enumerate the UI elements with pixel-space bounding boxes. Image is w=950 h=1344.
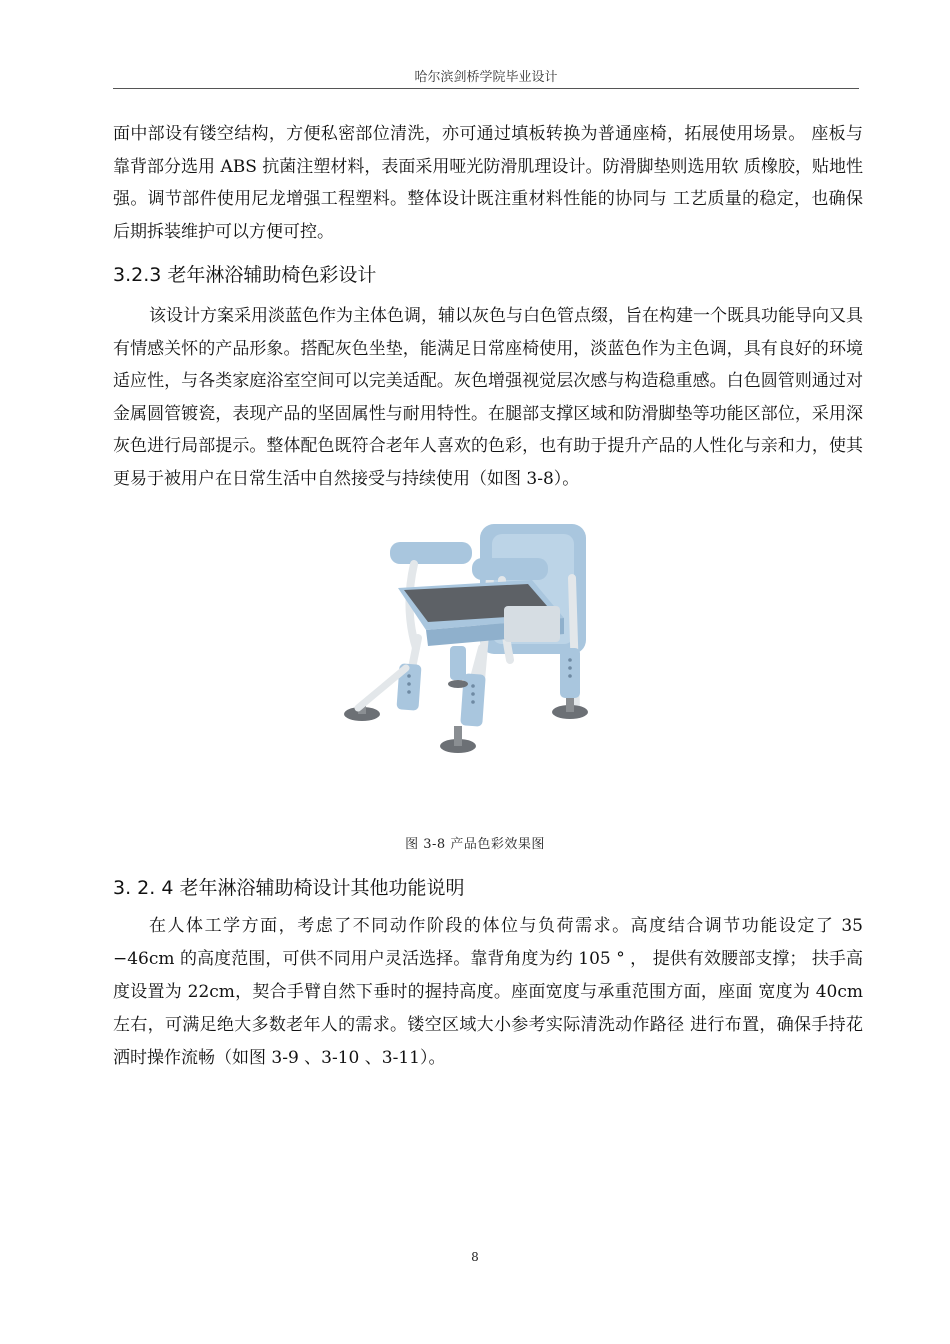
foot-pad-rear [448,680,468,688]
paragraph-materials: 面中部设有镂空结构，方便私密部位清洗，亦可通过填板转换为普通座椅，拓展使用场景。 座板与靠背部分选用 ABS 抗菌注塑材料，表面采用哑光防滑肌理设计。防滑脚垫则选用软 质橡胶，贴地性强。调节部件使用尼龙增强工程塑料。整体设计既注重材料性能的协同与 工艺质量的稳定，也确保后期拆装维护可以方便可控。 [113,124,863,242]
section-heading-3-2-4: 3. 2. 4 老年淋浴辅助椅设计其他功能说明 [113,877,465,899]
seat-side-panel [504,606,560,642]
leg-adjust-holes [407,658,572,704]
figure-caption: 图 3-8 产品色彩效果图 [405,837,545,852]
armrest-right [472,558,548,580]
page-number: 8 [471,1250,479,1264]
page-header: 哈尔滨剑桥学院毕业设计 [414,70,558,85]
paragraph-color-design: 该设计方案采用淡蓝色作为主体色调，辅以灰色与白色管点缀，旨在构建一个既具功能导向又具有情感关怀的产品形象。搭配灰色坐垫，能满足日常座椅使用，淡蓝色作为主色调，具有良好的环境适应性，与各类家庭浴室空间可以完美适配。灰色增强视觉层次感与构造稳重感。白色圆管则通过对金属圆管镀瓷，表现产品的坚固属性与耐用特性。在腿部支撑区域和防滑脚垫等功能区部位，采用深灰色进行局部提示。整体配色既符合老年人喜欢的色彩，也有助于提升产品的人性化与亲和力，使其更易于被用户在日常生活中自然接受与持续使用（如图 3-8）。 [113,306,863,489]
header-rule [113,88,859,89]
leg-lower-rear-left [450,646,466,680]
foot-stem-front [454,726,462,746]
armrest-left [390,542,472,564]
shower-chair-image [332,518,622,768]
paragraph-other-functions: 在人体工学方面，考虑了不同动作阶段的体位与负荷需求。高度结合调节功能设定了 35 −46cm 的高度范围，可供不同用户灵活选择。靠背角度为约 105 ° ， 提供有效腰部支撑； 扶手高度设置为 22cm，契合手臂自然下垂时的握持高度。座面宽度与承重范围方面，座面 宽度为 40cm 左右，可满足绝大多数老年人的需求。镂空区域大小参考实际清洗动作路径 进行布置，确保手持花洒时操作流畅（如图 3-9 、3-10 、3-11）。 [113,916,863,1068]
section-heading-3-2-3: 3.2.3 老年淋浴辅助椅色彩设计 [113,264,377,286]
foot-stem-right [566,698,574,712]
leg-lower-rear-right [560,648,580,698]
